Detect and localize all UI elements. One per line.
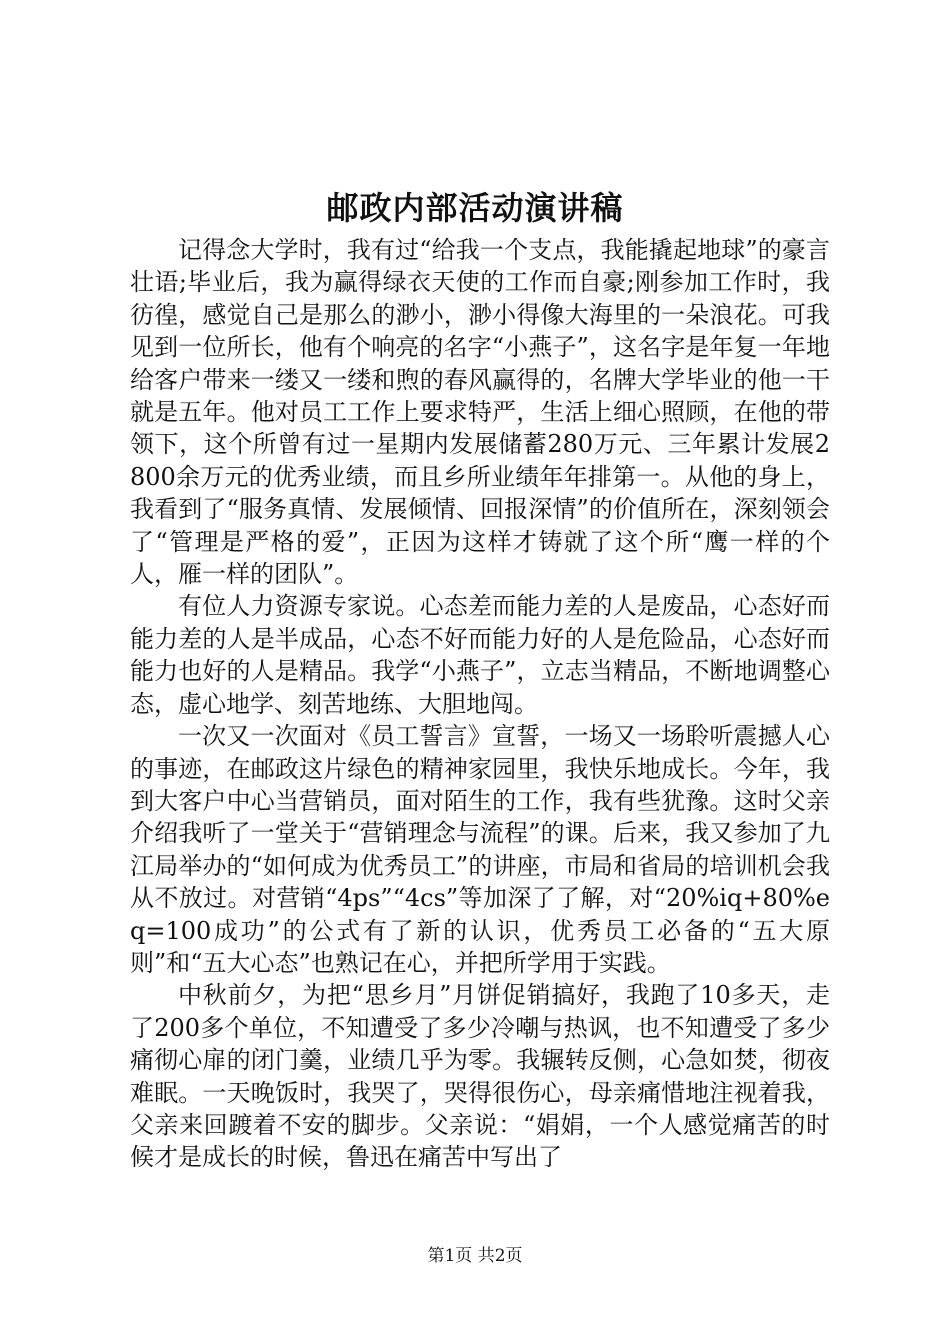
paragraph-1: 记得念大学时，我有过“给我一个支点，我能撬起地球”的豪言壮语;毕业后，我为赢得绿衣天使的工作而自豪;刚参加工作时，我彷徨，感觉自己是那么的渺小，渺小得像大海里的一朵浪花。可我见到一位所长，他有个响亮的名字“小燕子”，这名字是年复一年地给客户带来一缕又一缕和煦的春风赢得的，名牌大学毕业的他一干就是五年。他对员工工作上要求特严，生活上细心照顾，在他的带领下，这个所曾有过一星期内发展储蓄280万元、三年累计发展2800余万元的优秀业绩，而且乡所业绩年年排第一。从他的身上，我看到了“服务真情、发展倾情、回报深情”的价值所在，深刻领会了“管理是严格的爱”，正因为这样才铸就了这个所“鹰一样的个人，雁一样的团队”。 bbox=[130, 236, 830, 589]
page-footer: 第1页 共2页 bbox=[427, 1246, 523, 1266]
paragraph-2: 有位人力资源专家说。心态差而能力差的人是废品，心态好而能力差的人是半成品，心态不好而能力好的人是危险品，心态好而能力也好的人是精品。我学“小燕子”，立志当精品，不断地调整心态，虚心地学、刻苦地练、大胆地闯。 bbox=[130, 592, 830, 718]
paragraph-3: 一次又一次面对《员工誓言》宣誓，一场又一场聆听震撼人心的事迹，在邮政这片绿色的精神家园里，我快乐地成长。今年，我到大客户中心当营销员，面对陌生的工作，我有些犹豫。这时父亲介绍我听了一堂关于“营销理念与流程”的课。后来，我又参加了九江局举办的“如何成为优秀员工”的讲座，市局和省局的培训机会我从不放过。对营销“4ps”“4cs”等加深了了解，对“20%iq+80%eq=100成功”的公式有了新的认识，优秀员工必备的“五大原则”和“五大心态”也熟记在心，并把所学用于实践。 bbox=[130, 722, 830, 977]
paragraph-4: 中秋前夕，为把“思乡月”月饼促销搞好，我跑了10多天，走了200多个单位，不知遭受了多少冷嘲与热讽，也不知遭受了多少痛彻心扉的闭门羹，业绩几乎为零。我辗转反侧，心急如焚，彻夜难眠。一天晚饭时，我哭了，哭得很伤心，母亲痛惜地注视着我，父亲来回踱着不安的脚步。父亲说：“娟娟，一个人感觉痛苦的时候才是成长的时候，鲁迅在痛苦中写出了 bbox=[130, 981, 830, 1172]
document-body bbox=[130, 234, 830, 1174]
document-title: 邮政内部活动演讲稿 bbox=[326, 189, 624, 227]
